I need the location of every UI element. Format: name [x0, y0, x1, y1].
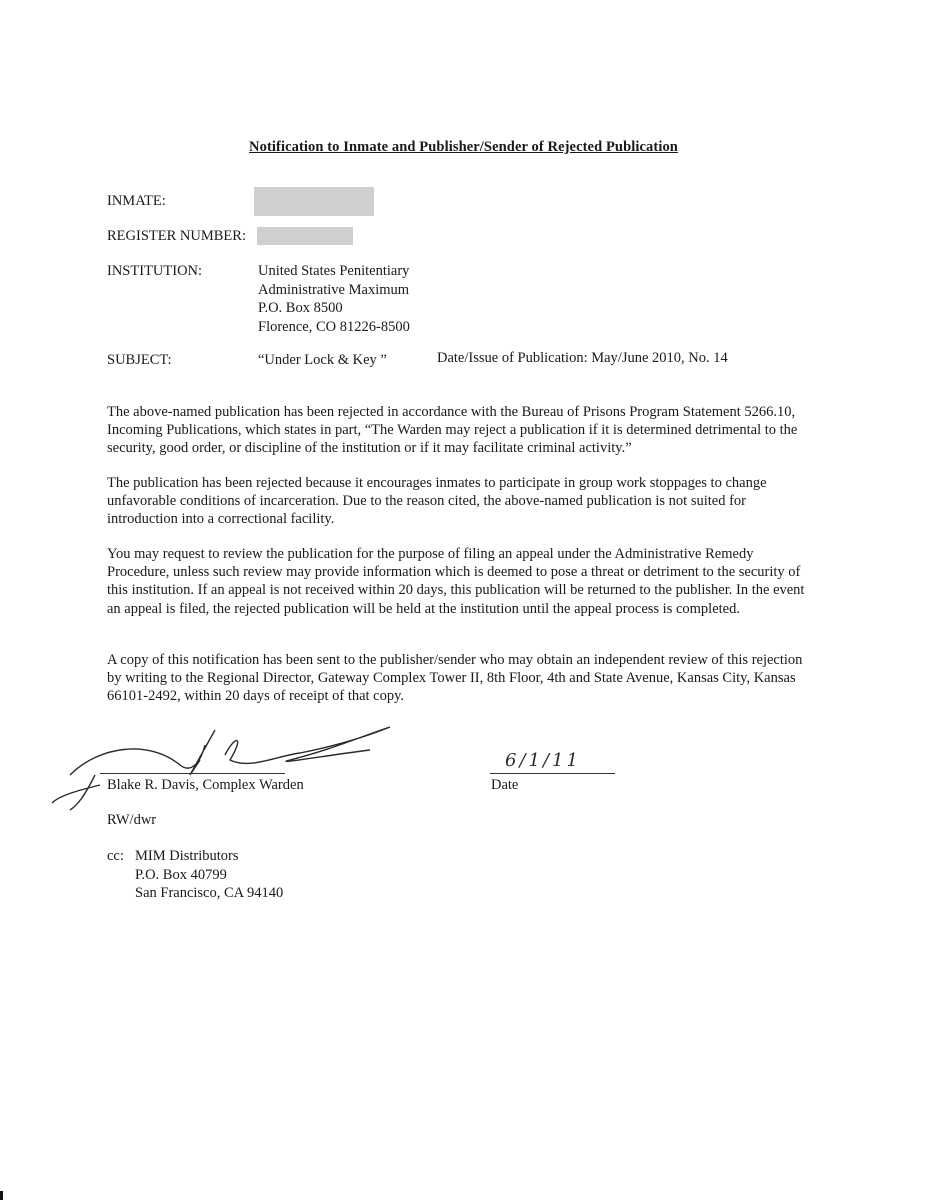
cc-label: cc: — [107, 848, 124, 864]
inmate-redaction — [254, 187, 374, 216]
scan-mark — [0, 1191, 3, 1200]
institution-address — [258, 262, 410, 336]
handwritten-date: 6/1/11 — [505, 750, 581, 771]
institution-label: INSTITUTION: — [107, 263, 203, 279]
cc-line: P.O. Box 40799 — [135, 866, 227, 883]
signature-line — [100, 773, 285, 774]
institution-line: P.O. Box 8500 — [258, 300, 343, 316]
cc-recipient — [135, 847, 283, 903]
institution-line: Florence, CO 81226-8500 — [258, 318, 410, 335]
register-number-redaction — [257, 227, 353, 245]
paragraph-rejection-basis: The above-named publication has been rejected in accordance with the Bureau of Prisons Program Statement 5266.10, Incoming Publications, which states in part, “The Warden may reject a publication if it is determined detrimental to the security, good order, or discipline of the institution or if it may facilitate criminal activity.” — [107, 404, 798, 457]
warden-signature — [40, 715, 400, 815]
paragraph-independent-review: A copy of this notification has been sent to the publisher/sender who may obtain an independent review of this rejection by writing to the Regional Director, Gateway Complex Tower II, 8th Floor, 4th and State Avenue, Kansas City, Kansas 66101-2492, within 20 days of receipt of that copy. — [107, 652, 803, 705]
subject-value: “Under Lock & Key ” — [258, 352, 387, 368]
inmate-label: INMATE: — [107, 193, 166, 209]
subject-label: SUBJECT: — [107, 352, 172, 368]
institution-line: United States Penitentiary — [258, 263, 410, 279]
date-label: Date — [491, 777, 519, 793]
paragraph-appeal-rights: You may request to review the publication for the purpose of filing an appeal under the Administrative Remedy Procedure, unless such review may provide information which is deemed to pose a threat or detriment to the security of this institution. If an appeal is not received within 20 days, this publication will be returned to the publisher. In the event an appeal is filed, the rejected publication will be held at the institution until the appeal process is completed. — [107, 546, 805, 617]
institution-line: Administrative Maximum — [258, 281, 410, 298]
signer-name: Blake R. Davis, Complex Warden — [107, 777, 304, 793]
register-number-label: REGISTER NUMBER: — [107, 228, 246, 244]
cc-line: San Francisco, CA 94140 — [135, 885, 284, 901]
date-line — [490, 773, 615, 774]
cc-line: MIM Distributors — [135, 848, 239, 864]
document-title: Notification to Inmate and Publisher/Sender of Rejected Publication — [249, 139, 678, 155]
paragraph-rejection-reason: The publication has been rejected because it encourages inmates to participate in group work stoppages to change unfavorable conditions of incarceration. Due to the reason cited, the above-named publication is not suited for introduction into a correctional facility. — [107, 475, 767, 528]
typist-initials: RW/dwr — [107, 812, 157, 828]
publication-issue: Date/Issue of Publication: May/June 2010, No. 14 — [437, 350, 728, 366]
